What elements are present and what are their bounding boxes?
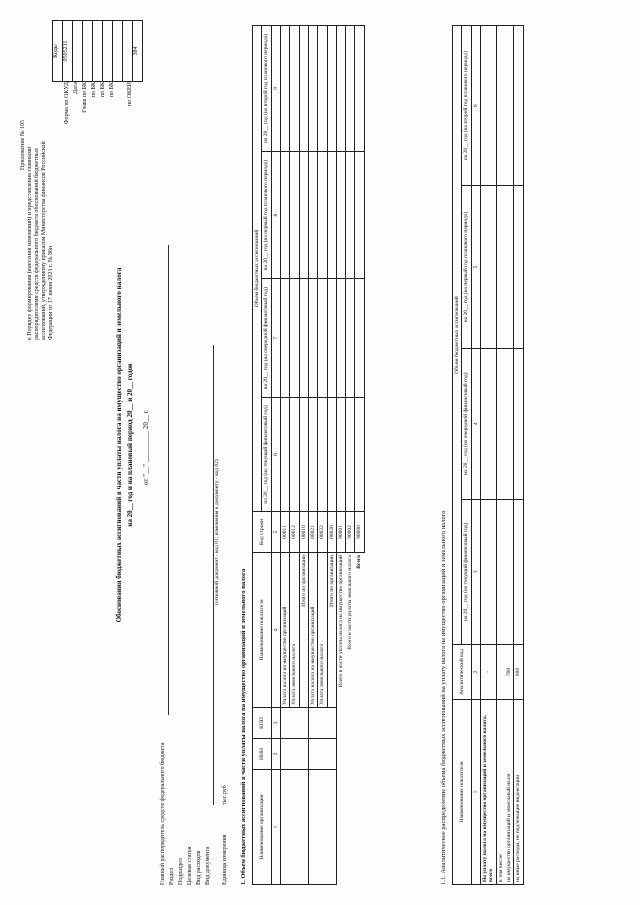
- t1-n1: 1: [271, 770, 280, 885]
- t1-r8-code: 90002: [346, 512, 355, 553]
- t1-inn-1: [280, 739, 308, 770]
- t1-n9: 9: [271, 26, 280, 152]
- label-vd: Вид документа: [205, 846, 211, 885]
- t1-h-inn: ИНН: [253, 739, 272, 770]
- t2-h-code: Аналитический код: [453, 645, 472, 700]
- table-row: [280, 26, 289, 885]
- t2-r3-name: на имущество организаций и земельный налог: [505, 700, 514, 885]
- t2-n2: 2: [471, 645, 480, 700]
- t1-h-y4: на 20__ год (на второй год планового периода): [262, 26, 271, 152]
- t2-n1: 1: [471, 700, 480, 885]
- gr-line: [168, 245, 169, 715]
- doc-cell: [123, 21, 133, 81]
- t1-n7: 7: [271, 279, 280, 398]
- okud-code: 0505211: [63, 21, 73, 81]
- t1-h-code: Код строки: [253, 512, 272, 553]
- cs-cell: [103, 21, 113, 81]
- t1-n3: 3: [271, 708, 280, 739]
- date-label: Дата: [73, 82, 79, 94]
- t1-r5-name: Уплата земельного налога: [318, 553, 327, 708]
- t1-r8-name: Всего в части уплаты земельного налога: [346, 553, 355, 885]
- vr-cell: [113, 21, 123, 81]
- t1-r4-code: 00021: [308, 512, 317, 553]
- table-1: [252, 25, 365, 885]
- table-row: [496, 26, 505, 885]
- t2-h-y1: на 20__ год (на текущий финансовый год): [462, 499, 471, 644]
- table-row: [336, 26, 345, 885]
- label-podrazdel: Подраздел: [178, 858, 184, 885]
- t1-r6-code: 00020: [327, 512, 336, 553]
- table-row: [505, 26, 514, 885]
- t2-r4-code: 800: [514, 645, 523, 700]
- table-2: [452, 25, 524, 885]
- okud-label: Форма по ОКУД: [64, 82, 70, 125]
- date-line: от "__" _________ 20__ г.: [142, 409, 150, 485]
- t1-h-group: Объем бюджетных ассигнований: [253, 26, 262, 512]
- label-cs: Целевая статья: [187, 846, 193, 885]
- label-unit-value: тыс.руб: [222, 785, 228, 805]
- t1-r1-name: Уплата налога на имущество организаций: [280, 553, 289, 708]
- okei-label: по ОКЕИ: [127, 82, 133, 107]
- t1-h-y2: на 20__ год (на очередной финансовый год): [262, 279, 271, 398]
- doc-type-hint: (основной документ - код 01; изменения к документу - код 02): [214, 459, 220, 605]
- t2-r4-name: на иные расходы, не подлежащие индексации: [514, 700, 523, 885]
- t1-r1-code: 00011: [280, 512, 289, 553]
- t2-n6: 6: [471, 26, 480, 186]
- cs-label: по БК: [100, 82, 106, 98]
- t1-org-1: [280, 770, 308, 885]
- table-row: [355, 26, 364, 885]
- t2-r3-code: 700: [505, 645, 514, 700]
- t1-r7-name: Всего в части уплаты налога на имущество организаций: [336, 553, 345, 885]
- t2-h-indicator: Наименование показателя: [453, 700, 472, 885]
- document-subtitle: на 20__ год и на плановый период 20__ и 20__ годов: [126, 363, 134, 527]
- t1-r5-code: 00022: [318, 512, 327, 553]
- t2-h-y2: на 20__ год (на очередной финансовый год): [462, 348, 471, 499]
- section-1-1-title: 1.1. Аналитическое распределение объема бюджетных ассигнований на уплату налога на имущество организаций и земельного налога: [440, 510, 447, 885]
- t1-r9-code: 90000: [355, 512, 364, 553]
- t1-r4-name: Уплата налога на имущество организаций: [308, 553, 317, 708]
- gl-label: Глава по БК: [82, 82, 88, 113]
- t2-n4: 4: [471, 348, 480, 499]
- t2-r1-code: -: [480, 645, 496, 700]
- okei-code: 384: [133, 46, 139, 56]
- t2-r2-code: [496, 645, 505, 700]
- t1-r9-name: Всего: [355, 553, 364, 885]
- appendix-text: к Порядку формирования (внесения изменений) и представления главными распорядителями средств федерального бюджета обоснований бюджетных ассигнований, утвержденному приказом Министерства финансов Российской Федерации от 17 июня 2021 г. № 86н: [26, 141, 54, 340]
- t1-h-kpp: КПП: [253, 708, 272, 739]
- table-row: [308, 26, 317, 885]
- t1-r7-code: 90001: [336, 512, 345, 553]
- t1-n6: 6: [271, 397, 280, 511]
- t2-h-y3: на 20__ год (на первый год планового периода): [462, 186, 471, 348]
- t2-r2-name: в том числе:: [496, 700, 505, 885]
- t1-kpp-1: [280, 708, 308, 739]
- codes-header: Коды: [53, 21, 63, 81]
- t1-h-y1: на 20__ год (на текущий финансовый год): [262, 397, 271, 511]
- t2-h-group: Объем бюджетных ассигнований: [453, 26, 462, 645]
- label-razdel: Раздел: [169, 868, 175, 885]
- t1-h-indicator: Наименование показателя: [253, 553, 272, 708]
- t1-n5: 5: [271, 512, 280, 553]
- t1-n4: 4: [271, 553, 280, 708]
- rz-label: по БК: [91, 82, 97, 98]
- vr-label: по БК: [109, 82, 115, 98]
- t1-inn-2: [308, 739, 336, 770]
- t1-n2: 2: [271, 739, 280, 770]
- label-gr: Главный распорядитель средств федерального бюджета: [160, 742, 166, 885]
- codes-box: [52, 20, 143, 82]
- label-vr: Вид расходов: [196, 850, 202, 885]
- t2-h-y4: на 20__ год (на второй год планового периода): [462, 26, 471, 186]
- t1-n8: 8: [271, 151, 280, 278]
- t1-org-2: [308, 770, 336, 885]
- document-title: Обоснования бюджетных ассигнований в части уплаты налога на имущество организаций и земельного налога: [115, 267, 123, 623]
- t2-r1-name: На уплату налога на имущество организаций и земельного налога, всего: [480, 700, 496, 885]
- table-row: [480, 26, 496, 885]
- t2-n5: 5: [471, 186, 480, 348]
- t1-kpp-2: [308, 708, 336, 739]
- t2-n3: 3: [471, 499, 480, 644]
- date-cell: [73, 21, 83, 81]
- table-row: [514, 26, 523, 885]
- gl-cell: [83, 21, 93, 81]
- t1-r2-code: 00012: [290, 512, 299, 553]
- t1-h-org: Наименование организации: [253, 770, 272, 885]
- table-row: [346, 26, 355, 885]
- t1-r6-name: Итого по организации: [327, 553, 336, 708]
- label-unit: Единица измерения: [222, 834, 228, 885]
- section-1-title: 1. Объем бюджетных ассигнований в части уплаты налога на имущество организаций и земельного налога: [240, 568, 247, 885]
- t1-h-y3: на 20__ год (на первый год планового периода): [262, 151, 271, 278]
- appendix-number: Приложение № 105: [20, 120, 26, 170]
- appendix-block: [20, 120, 54, 340]
- rz-cell: [93, 21, 103, 81]
- t1-r2-name: Уплата земельного налога: [290, 553, 299, 708]
- t1-r3-name: Итого по организации: [299, 553, 308, 708]
- t1-r3-code: 00010: [299, 512, 308, 553]
